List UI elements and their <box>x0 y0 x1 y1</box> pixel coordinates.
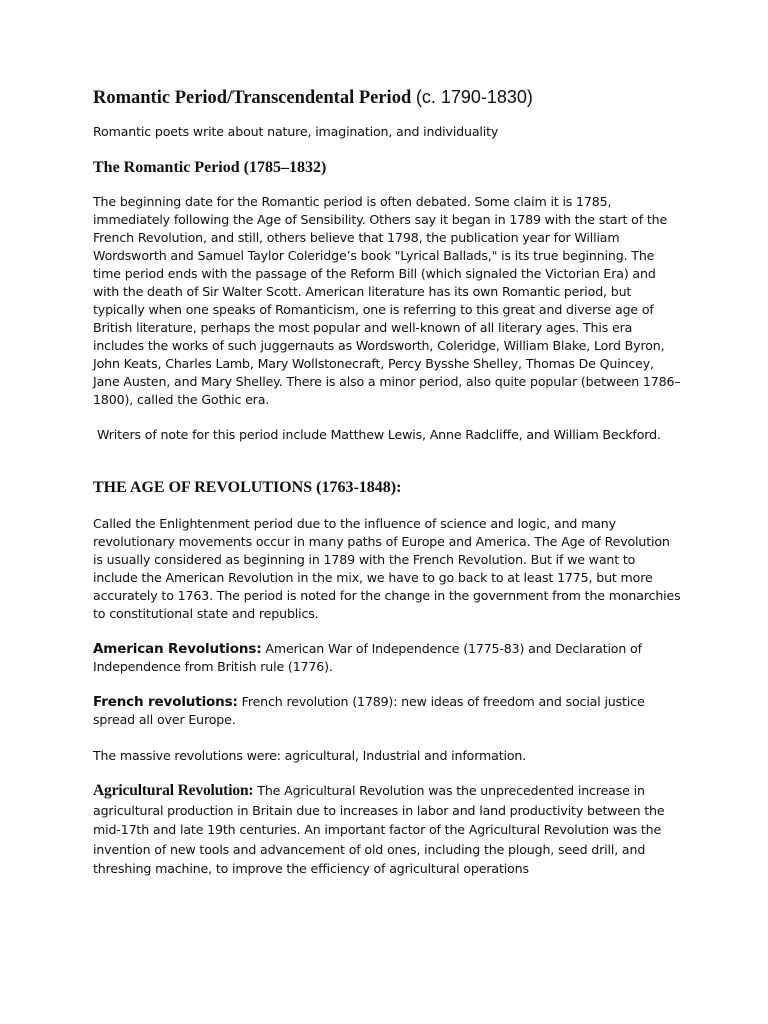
romantic-period-heading: The Romantic Period (1785–1832) <box>93 159 327 176</box>
writers-of-note-paragraph: Writers of note for this period include Matthew Lewis, Anne Radcliffe, and William Beckford. <box>97 427 661 442</box>
american-revolutions-text: American War of Independence (1775-83) and Declaration of Independence from British rule (1776). <box>93 641 642 674</box>
page-title <box>93 86 683 109</box>
age-of-revolutions-heading: THE AGE OF REVOLUTIONS (1763-1848): <box>93 479 402 496</box>
french-revolutions-text: French revolution (1789): new ideas of freedom and social justice spread all over Europe. <box>93 694 645 727</box>
american-revolutions-paragraph <box>93 640 683 676</box>
massive-revolutions-line: The massive revolutions were: agricultural, Industrial and information. <box>93 748 527 763</box>
romantic-period-paragraph: The beginning date for the Romantic period is often debated. Some claim it is 1785, immediately following the Age of Sensibility. Others say it began in 1789 with the start of the French Revolution, and still, others believe that 1798, the publication year for William Wordsworth and Samuel Taylor Coleridge’s book "Lyrical Ballads," is its true beginning. The time period ends with the passage of the Reform Bill (which signaled the Victorian Era) and with the death of Sir Walter Scott. American literature has its own Romantic period, but typically when one speaks of Romanticism, one is referring to this great and diverse age of British literature, perhaps the most popular and well-known of all literary ages. This era includes the works of such juggernauts as Wordsworth, Coleridge, William Blake, Lord Byron, John Keats, Charles Lamb, Mary Wollstonecraft, Percy Bysshe Shelley, Thomas De Quincey, Jane Austen, and Mary Shelley. There is also a minor period, also quite popular (between 1786–1800), called the Gothic era. <box>93 194 681 407</box>
title-main: Romantic Period/Transcendental Period <box>93 88 412 108</box>
american-revolutions-label: American Revolutions: <box>93 641 262 657</box>
intro-line: Romantic poets write about nature, imagination, and individuality <box>93 124 499 139</box>
french-revolutions-label: French revolutions: <box>93 694 238 710</box>
age-of-revolutions-paragraph: Called the Enlightenment period due to the influence of science and logic, and many revolutionary movements occur in many paths of Europe and America. The Age of Revolution is usually considered as beginning in 1789 with the French Revolution. But if we want to include the American Revolution in the mix, we have to go back to at least 1775, but more accurately to 1763. The period is noted for the change in the government from the monarchies to constitutional state and republics. <box>93 516 681 621</box>
french-revolutions-paragraph <box>93 693 683 729</box>
title-date-range: (c. 1790-1830) <box>415 87 533 107</box>
agricultural-revolution-paragraph <box>93 781 683 879</box>
agricultural-revolution-label: Agricultural Revolution: <box>93 782 254 799</box>
agricultural-revolution-text: The Agricultural Revolution was the unprecedented increase in agricultural production in Britain due to increases in labor and land productivity between the mid-17th and late 19th centuries. An important factor of the Agricultural Revolution was the invention of new tools and advancement of old ones, including the plough, seed drill, and threshing machine, to improve the efficiency of agricultural operations <box>93 783 665 876</box>
